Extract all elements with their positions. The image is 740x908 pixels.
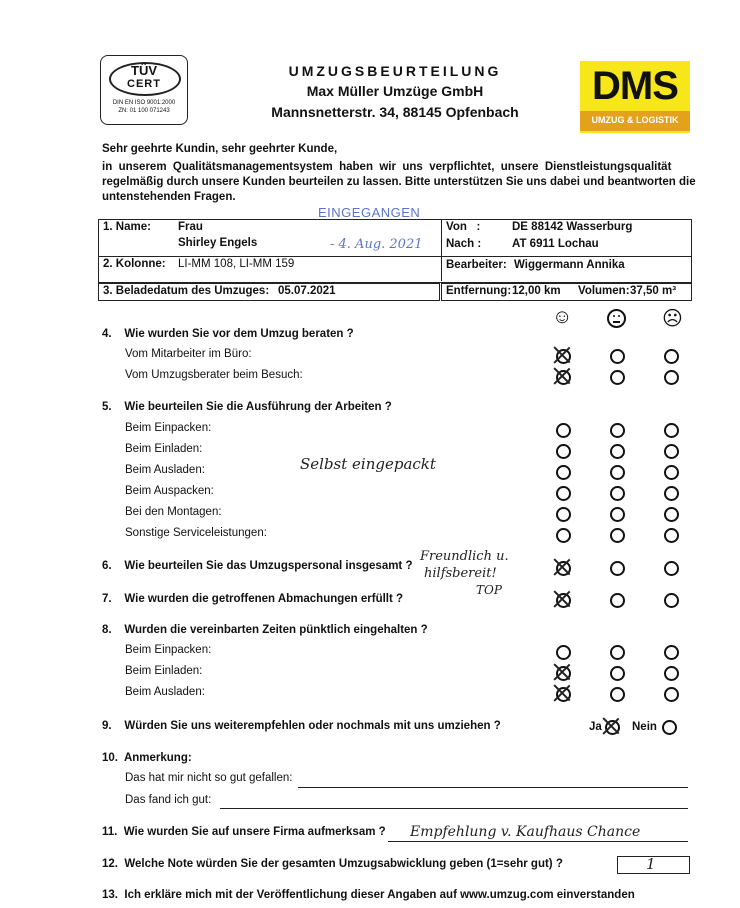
form-title: UMZUGSBEURTEILUNG <box>288 63 502 79</box>
q5-loading: Beim Einladen: <box>125 443 203 455</box>
rating-radio[interactable] <box>610 666 625 681</box>
q5-packing: Beim Einpacken: <box>125 422 212 434</box>
q9-yes-label: Ja <box>589 721 602 733</box>
q4-office: Vom Mitarbeiter im Büro: <box>125 348 252 360</box>
rating-radio[interactable] <box>664 507 679 522</box>
q8-loading: Beim Einladen: <box>125 665 203 677</box>
rating-radio[interactable] <box>664 593 679 608</box>
rating-radio[interactable] <box>610 349 625 364</box>
from-label: Von : <box>446 221 481 233</box>
question-7: 7. Wie wurden die getroffenen Abmachungen erfüllt ? <box>102 593 404 605</box>
rating-radio[interactable] <box>664 444 679 459</box>
rating-radio[interactable] <box>664 423 679 438</box>
q5-assembly: Bei den Montagen: <box>125 506 222 518</box>
agent-label: Bearbeiter: <box>446 259 507 271</box>
rating-radio[interactable] <box>664 645 679 660</box>
rating-radio[interactable] <box>610 561 625 576</box>
cert-text: CERT <box>127 78 161 90</box>
dms-tagline: UMZUG & LOGISTIK <box>591 115 679 125</box>
dms-logo <box>580 61 690 133</box>
q5-services: Sonstige Serviceleistungen: <box>125 527 267 539</box>
crew-value: LI-MM 108, LI-MM 159 <box>178 258 295 270</box>
checked-xmark <box>553 346 571 364</box>
q4-visit: Vom Umzugsberater beim Besuch: <box>125 369 303 381</box>
q6-note-2: hilfsbereit! <box>424 566 497 581</box>
company-name: Max Müller Umzüge GmbH <box>306 83 484 99</box>
volume-value: 37,50 m³ <box>630 285 677 297</box>
intro-line-2: regelmäßig durch unsere Kunden beurteilen zu lassen. Bitte unterstützen Sie uns dabei und beantworten die <box>102 176 696 188</box>
rating-radio[interactable] <box>610 444 625 459</box>
rating-radio[interactable] <box>556 423 571 438</box>
q6-note-3: TOP <box>476 583 502 597</box>
q9-no-radio[interactable] <box>662 720 677 735</box>
checked-xmark <box>553 663 571 681</box>
rating-radio[interactable] <box>610 593 625 608</box>
question-10: 10. Anmerkung: <box>102 752 192 764</box>
received-stamp: EINGEGANGEN <box>318 205 421 220</box>
question-13: 13. Ich erkläre mich mit der Veröffentlichung dieser Angaben auf www.umzug.com einverstanden <box>102 889 635 901</box>
rating-radio[interactable] <box>664 349 679 364</box>
rating-radio[interactable] <box>556 486 571 501</box>
load-date-label: 3. Beladedatum des Umzuges: <box>103 285 270 297</box>
rating-radio[interactable] <box>610 370 625 385</box>
crew-label: 2. Kolonne: <box>103 258 166 270</box>
iso-text: DIN EN ISO 9001:2000 <box>112 100 176 106</box>
rating-radio[interactable] <box>664 486 679 501</box>
rating-radio[interactable] <box>556 507 571 522</box>
q5-handwritten-note: Selbst eingepackt <box>300 455 436 473</box>
q11-line[interactable] <box>388 841 688 842</box>
checked-xmark <box>553 590 571 608</box>
q10-liked-line[interactable] <box>220 808 688 809</box>
q9-yes-xmark <box>602 717 620 735</box>
question-11: 11. Wie wurden Sie auf unsere Firma aufmerksam ? <box>102 826 386 838</box>
tuv-cert-logo <box>100 55 188 125</box>
rating-radio[interactable] <box>664 528 679 543</box>
question-8: 8. Wurden die vereinbarten Zeiten pünktlich eingehalten ? <box>102 624 428 636</box>
rating-radio[interactable] <box>556 465 571 480</box>
rating-radio[interactable] <box>556 444 571 459</box>
to-label: Nach : <box>446 238 482 250</box>
agent-value: Wiggermann Annika <box>514 259 625 271</box>
dms-brand: DMS <box>592 64 678 108</box>
q6-note-1: Freundlich u. <box>420 549 509 564</box>
checked-xmark <box>553 684 571 702</box>
rating-radio[interactable] <box>556 645 571 660</box>
from-value: DE 88142 Wasserburg <box>512 221 633 233</box>
received-date: - 4. Aug. 2021 <box>330 237 423 252</box>
rating-radio[interactable] <box>664 370 679 385</box>
question-6: 6. Wie beurteilen Sie das Umzugspersonal insgesamt ? <box>102 560 413 572</box>
distance-value: 12,00 km <box>512 285 561 297</box>
q10-liked-label: Das fand ich gut: <box>125 794 212 806</box>
rating-radio[interactable] <box>664 561 679 576</box>
rating-radio[interactable] <box>664 687 679 702</box>
rating-radio[interactable] <box>610 465 625 480</box>
q8-unloading: Beim Ausladen: <box>125 686 205 698</box>
q9-no-label: Nein <box>632 721 657 733</box>
rating-radio[interactable] <box>610 423 625 438</box>
customer-name: Shirley Engels <box>178 237 258 249</box>
greeting: Sehr geehrte Kundin, sehr geehrter Kunde, <box>102 143 338 155</box>
q8-packing: Beim Einpacken: <box>125 644 212 656</box>
q5-unpacking: Beim Auspacken: <box>125 485 214 497</box>
rating-radio[interactable] <box>664 666 679 681</box>
q10-disliked-label: Das hat mir nicht so gut gefallen: <box>125 772 293 784</box>
rating-radio[interactable] <box>610 486 625 501</box>
rating-radio[interactable] <box>556 528 571 543</box>
q12-grade: 1 <box>646 855 656 873</box>
q11-handwritten-answer: Empfehlung v. Kaufhaus Chance <box>410 824 641 840</box>
q5-unloading: Beim Ausladen: <box>125 464 205 476</box>
distance-label: Entfernung: <box>446 285 512 297</box>
intro-line-1: in unserem Qualitätsmanagementsystem haben wir uns verpflichtet, unsere Dienstleistungsqualität <box>102 161 672 173</box>
smiley-good-icon: ☺ <box>552 306 573 328</box>
name-salutation: Frau <box>178 221 203 233</box>
volume-label: Volumen: <box>578 285 630 297</box>
rating-radio[interactable] <box>610 645 625 660</box>
cert-number: ZN: 01 100 071243 <box>118 108 170 114</box>
smiley-neutral-icon <box>607 309 626 328</box>
tuv-text: TÜV <box>131 63 157 78</box>
checked-xmark <box>553 367 571 385</box>
smiley-bad-icon: ☹ <box>662 308 683 330</box>
rating-radio[interactable] <box>610 528 625 543</box>
rating-radio[interactable] <box>610 687 625 702</box>
question-4: 4. Wie wurden Sie vor dem Umzug beraten ? <box>102 328 354 340</box>
q10-disliked-line[interactable] <box>298 787 688 788</box>
to-value: AT 6911 Lochau <box>512 238 599 250</box>
rating-radio[interactable] <box>610 507 625 522</box>
question-5: 5. Wie beurteilen Sie die Ausführung der Arbeiten ? <box>102 401 392 413</box>
checked-xmark <box>553 558 571 576</box>
question-9: 9. Würden Sie uns weiterempfehlen oder nochmals mit uns umziehen ? <box>102 720 501 732</box>
company-address: Mannsnetterstr. 34, 88145 Opfenbach <box>271 104 519 120</box>
rating-radio[interactable] <box>664 465 679 480</box>
name-label: 1. Name: <box>103 221 151 233</box>
intro-line-3: untenstehenden Fragen. <box>102 191 236 203</box>
question-12: 12. Welche Note würden Sie der gesamten Umzugsabwicklung geben (1=sehr gut) ? <box>102 858 563 870</box>
load-date-value: 05.07.2021 <box>278 285 336 297</box>
